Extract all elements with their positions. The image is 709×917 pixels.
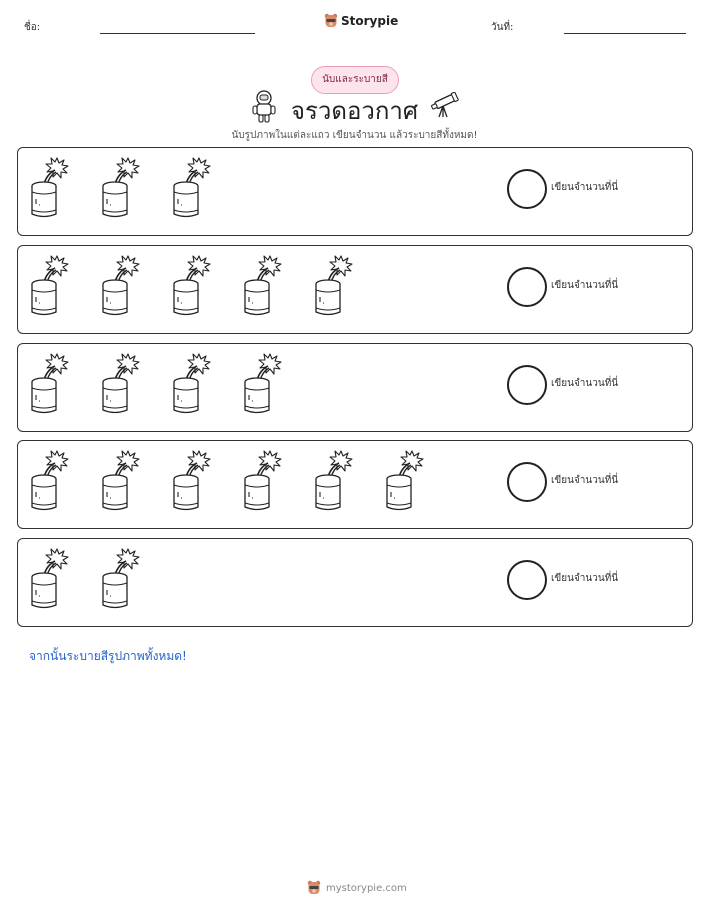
answer-circle[interactable] — [507, 462, 547, 502]
brand-name: Storypie — [341, 14, 399, 28]
answer-circle[interactable] — [507, 560, 547, 600]
date-label: วันที่: — [491, 22, 514, 33]
answer-prompt: เขียนจำนวนที่นี่ — [551, 378, 619, 389]
category-pill: นับและระบายสี — [311, 66, 399, 94]
fuel-can-icon[interactable] — [172, 352, 212, 414]
telescope-icon — [429, 92, 461, 118]
count-row — [17, 538, 693, 627]
answer-prompt: เขียนจำนวนที่นี่ — [551, 573, 619, 584]
bear-icon — [324, 13, 338, 29]
count-row — [17, 147, 693, 236]
fuel-can-icon[interactable] — [314, 449, 354, 511]
fuel-can-icon[interactable] — [30, 156, 70, 218]
color-instruction: จากนั้นระบายสีรูปภาพทั้งหมด! — [29, 649, 187, 663]
fuel-can-icon[interactable] — [30, 449, 70, 511]
fuel-can-icon[interactable] — [101, 156, 141, 218]
fuel-can-icon[interactable] — [172, 449, 212, 511]
fuel-can-icon[interactable] — [30, 254, 70, 316]
fuel-can-icon[interactable] — [243, 352, 283, 414]
count-row — [17, 343, 693, 432]
date-field[interactable] — [564, 33, 686, 34]
fuel-can-icon[interactable] — [101, 547, 141, 609]
fuel-can-icon[interactable] — [30, 352, 70, 414]
page-subtitle: นับรูปภาพในแต่ละแถว เขียนจำนวน แล้วระบายสีทั้งหมด! — [231, 130, 478, 141]
bear-icon — [307, 880, 321, 896]
page-title: จรวดอวกาศ — [290, 97, 419, 125]
fuel-can-icon[interactable] — [30, 547, 70, 609]
fuel-can-icon[interactable] — [172, 254, 212, 316]
count-row — [17, 245, 693, 334]
name-label: ชื่อ: — [24, 22, 41, 33]
fuel-can-icon[interactable] — [385, 449, 425, 511]
footer — [307, 880, 407, 896]
fuel-can-icon[interactable] — [101, 352, 141, 414]
fuel-can-icon[interactable] — [243, 449, 283, 511]
answer-circle[interactable] — [507, 365, 547, 405]
answer-prompt: เขียนจำนวนที่นี่ — [551, 182, 619, 193]
answer-circle[interactable] — [507, 169, 547, 209]
answer-prompt: เขียนจำนวนที่นี่ — [551, 280, 619, 291]
fuel-can-icon[interactable] — [243, 254, 283, 316]
fuel-can-icon[interactable] — [101, 449, 141, 511]
footer-url: mystorypie.com — [326, 882, 407, 894]
brand-logo — [324, 13, 398, 29]
fuel-can-icon[interactable] — [314, 254, 354, 316]
count-row — [17, 440, 693, 529]
name-field[interactable] — [100, 33, 255, 34]
fuel-can-icon[interactable] — [172, 156, 212, 218]
answer-prompt: เขียนจำนวนที่นี่ — [551, 475, 619, 486]
answer-circle[interactable] — [507, 267, 547, 307]
fuel-can-icon[interactable] — [101, 254, 141, 316]
